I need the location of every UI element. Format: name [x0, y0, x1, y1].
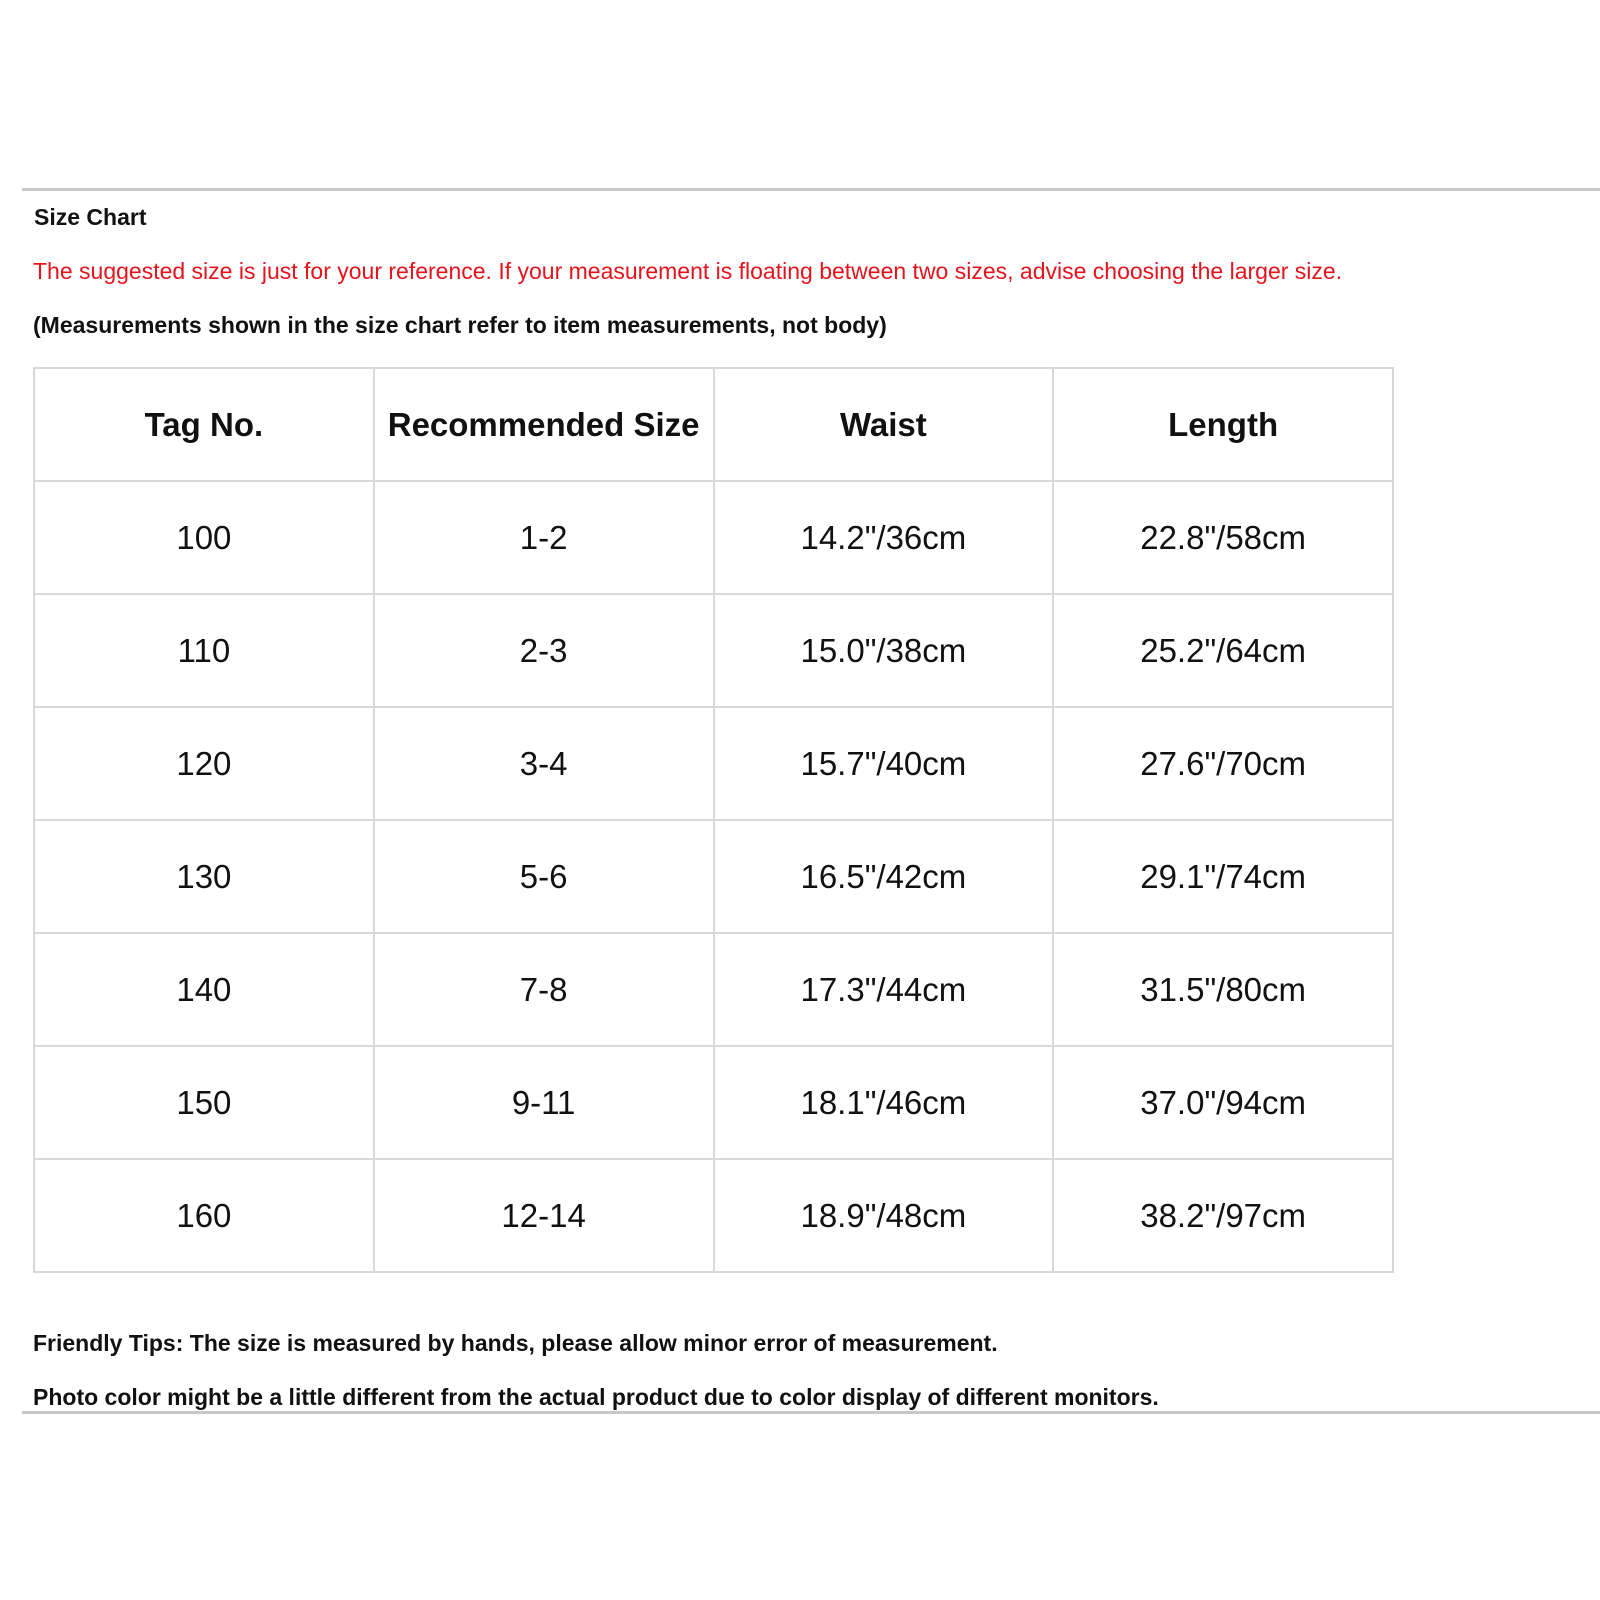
table-row — [34, 933, 1393, 1046]
size-chart-heading: Size Chart — [34, 204, 147, 230]
cell-tag-no: 130 — [34, 820, 374, 933]
header-tag-no: Tag No. — [34, 368, 374, 481]
cell-length: 27.6"/70cm — [1053, 707, 1393, 820]
measurement-note: (Measurements shown in the size chart refer to item measurements, not body) — [33, 312, 887, 338]
cell-recommended-size: 9-11 — [374, 1046, 714, 1159]
cell-waist: 14.2"/36cm — [714, 481, 1054, 594]
cell-length: 22.8"/58cm — [1053, 481, 1393, 594]
bottom-divider — [22, 1411, 1600, 1414]
friendly-tip: Friendly Tips: The size is measured by hands, please allow minor error of measurement. — [33, 1330, 998, 1356]
cell-tag-no: 110 — [34, 594, 374, 707]
table-row — [34, 481, 1393, 594]
cell-tag-no: 150 — [34, 1046, 374, 1159]
table-row — [34, 820, 1393, 933]
cell-length: 37.0"/94cm — [1053, 1046, 1393, 1159]
cell-waist: 16.5"/42cm — [714, 820, 1054, 933]
cell-tag-no: 160 — [34, 1159, 374, 1272]
cell-recommended-size: 2-3 — [374, 594, 714, 707]
cell-length: 29.1"/74cm — [1053, 820, 1393, 933]
cell-recommended-size: 7-8 — [374, 933, 714, 1046]
cell-length: 38.2"/97cm — [1053, 1159, 1393, 1272]
cell-waist: 15.7"/40cm — [714, 707, 1054, 820]
header-length: Length — [1053, 368, 1393, 481]
header-recommended-size: Recommended Size — [374, 368, 714, 481]
cell-recommended-size: 3-4 — [374, 707, 714, 820]
cell-recommended-size: 12-14 — [374, 1159, 714, 1272]
cell-tag-no: 140 — [34, 933, 374, 1046]
table-row — [34, 594, 1393, 707]
cell-recommended-size: 5-6 — [374, 820, 714, 933]
cell-waist: 18.1"/46cm — [714, 1046, 1054, 1159]
cell-waist: 15.0"/38cm — [714, 594, 1054, 707]
table-header-row — [34, 368, 1393, 481]
color-disclaimer: Photo color might be a little different from the actual product due to color display of different monitors. — [33, 1384, 1159, 1410]
cell-waist: 17.3"/44cm — [714, 933, 1054, 1046]
cell-length: 31.5"/80cm — [1053, 933, 1393, 1046]
table-row — [34, 1046, 1393, 1159]
cell-tag-no: 120 — [34, 707, 374, 820]
table-row — [34, 707, 1393, 820]
header-waist: Waist — [714, 368, 1054, 481]
cell-length: 25.2"/64cm — [1053, 594, 1393, 707]
cell-waist: 18.9"/48cm — [714, 1159, 1054, 1272]
cell-recommended-size: 1-2 — [374, 481, 714, 594]
top-divider — [22, 188, 1600, 191]
size-table — [33, 367, 1394, 1273]
table-row — [34, 1159, 1393, 1272]
reference-notice: The suggested size is just for your reference. If your measurement is floating between two sizes, advise choosing the larger size. — [33, 258, 1343, 284]
cell-tag-no: 100 — [34, 481, 374, 594]
